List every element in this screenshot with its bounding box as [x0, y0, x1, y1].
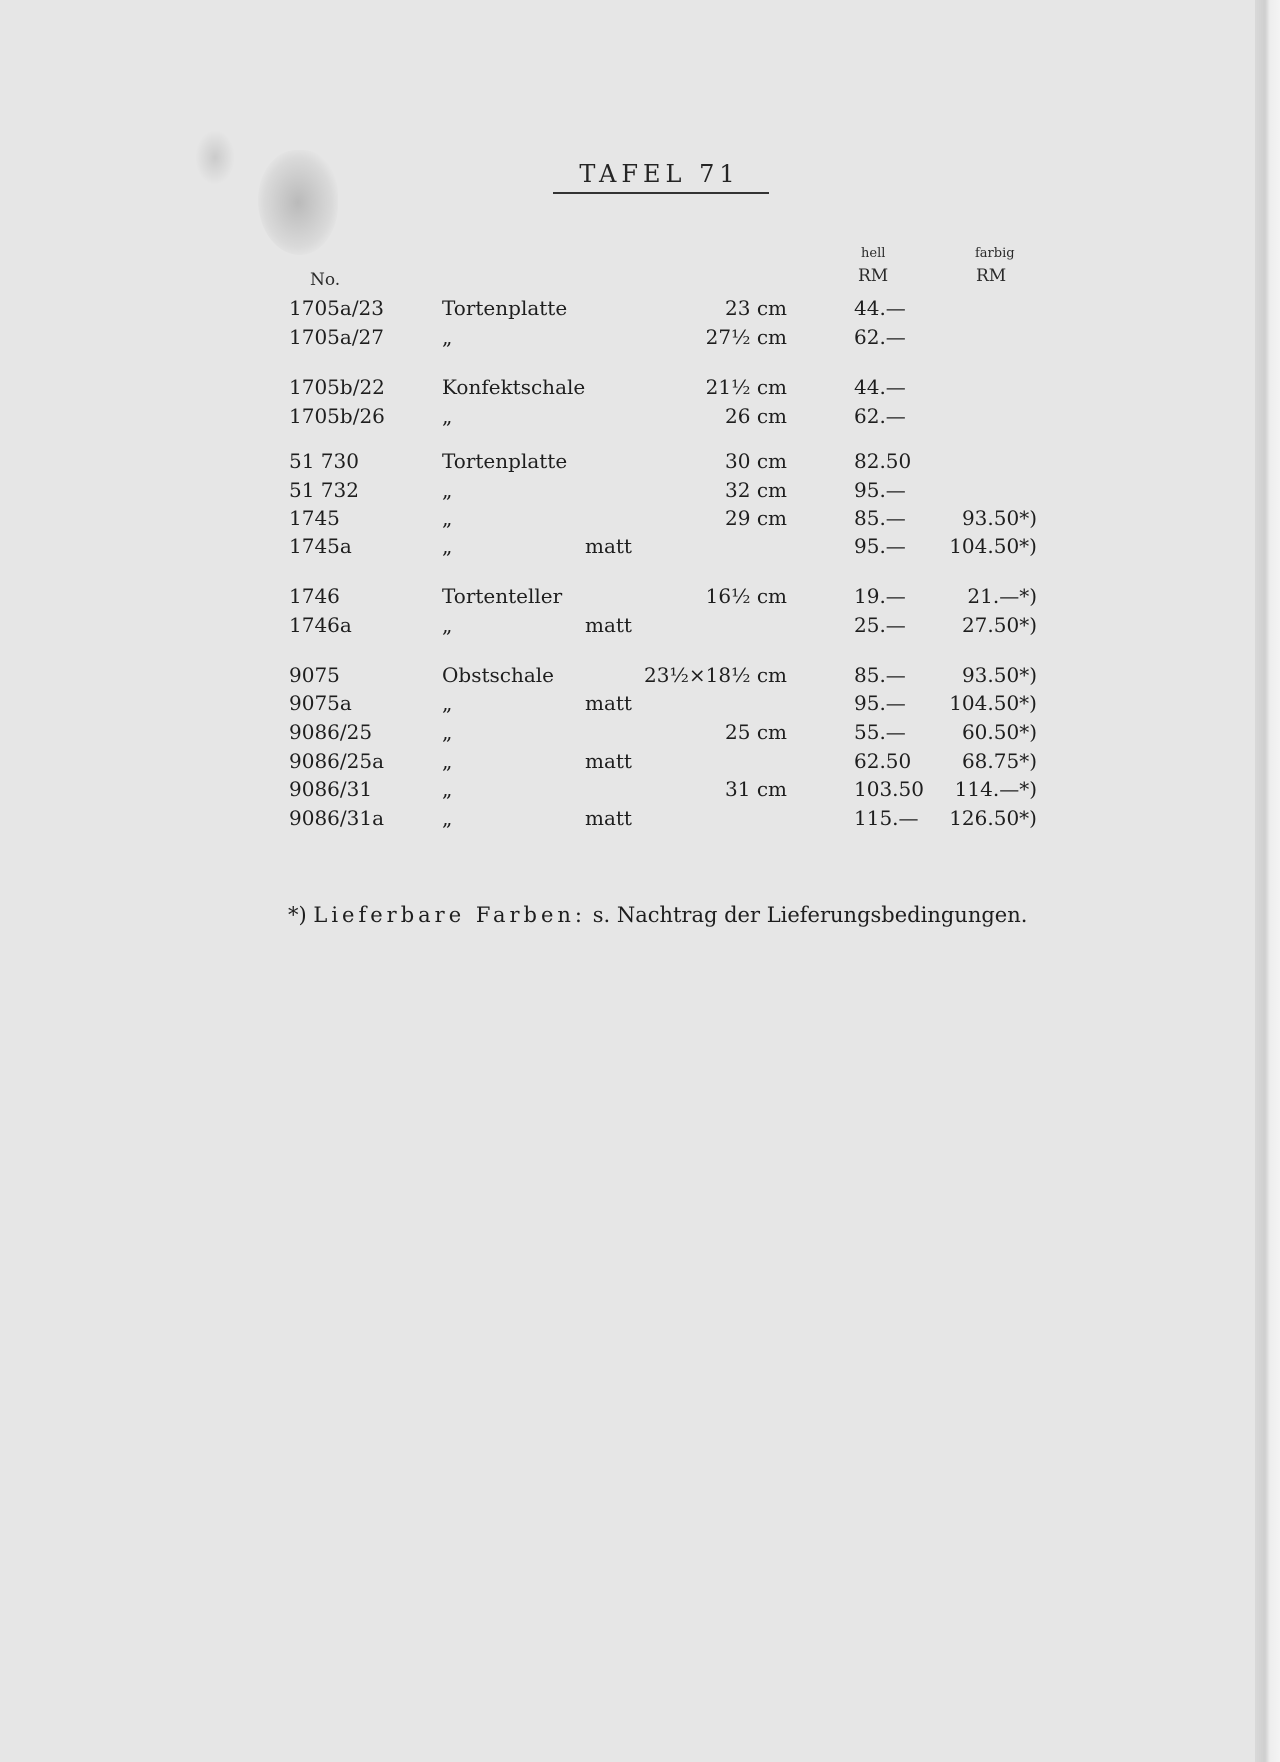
- row-price-farbig: 126.50*): [949, 806, 1037, 830]
- row-price-hell: 62.50: [854, 749, 912, 773]
- row-price-farbig: 93.50*): [961, 663, 1037, 687]
- row-finish: matt: [585, 806, 632, 830]
- footnote-label: Lieferbare Farben:: [313, 903, 586, 927]
- row-name: „: [442, 720, 453, 744]
- row-name: Tortenteller: [442, 584, 563, 608]
- table-row: [0, 325, 1255, 353]
- row-price-farbig: 68.75*): [961, 749, 1037, 773]
- table-row: [0, 404, 1255, 432]
- row-name: „: [442, 404, 453, 428]
- page-title: TAFEL 71: [579, 160, 740, 188]
- row-number: 1746: [289, 584, 340, 608]
- row-number: 1746a: [289, 613, 352, 637]
- row-name: „: [442, 691, 453, 715]
- row-price-hell: 95.—: [854, 534, 906, 558]
- table-row: [0, 613, 1255, 641]
- row-size: 32 cm: [725, 478, 787, 502]
- footnote-text: s. Nachtrag der Lieferungsbedingungen.: [592, 903, 1028, 927]
- row-name: „: [442, 613, 453, 637]
- row-finish: matt: [585, 749, 632, 773]
- row-price-hell: 85.—: [854, 506, 906, 530]
- row-price-hell: 103.50: [854, 777, 924, 801]
- row-name: „: [442, 506, 453, 530]
- footnote: [288, 903, 1027, 927]
- row-number: 1705a/23: [289, 296, 385, 320]
- row-price-hell: 82.50: [854, 449, 912, 473]
- row-price-hell: 19.—: [854, 584, 906, 608]
- table-row: [0, 720, 1255, 748]
- title-underline: [553, 192, 769, 194]
- table-row: [0, 806, 1255, 834]
- footnote-marker: *): [288, 903, 307, 927]
- row-name: „: [442, 806, 453, 830]
- paper-stain: [195, 130, 235, 185]
- table-row: [0, 749, 1255, 777]
- row-price-hell: 115.—: [854, 806, 919, 830]
- page-edge: [1255, 0, 1280, 1762]
- row-size: 26 cm: [725, 404, 787, 428]
- row-name: Konfektschale: [442, 375, 586, 399]
- row-number: 9086/25a: [289, 749, 385, 773]
- row-price-hell: 85.—: [854, 663, 906, 687]
- row-size: 23½×18½ cm: [644, 663, 787, 687]
- row-number: 1705a/27: [289, 325, 385, 349]
- row-number: 1705b/26: [289, 404, 385, 428]
- table-row: [0, 449, 1255, 477]
- table-row: [0, 506, 1255, 534]
- row-price-hell: 95.—: [854, 478, 906, 502]
- header-hell-currency: RM: [858, 266, 889, 286]
- row-name: Tortenplatte: [442, 296, 568, 320]
- row-number: 51 732: [289, 478, 359, 502]
- row-size: 16½ cm: [705, 584, 787, 608]
- row-number: 1705b/22: [289, 375, 385, 399]
- table-row: [0, 478, 1255, 506]
- row-price-hell: 55.—: [854, 720, 906, 744]
- table-row: [0, 584, 1255, 612]
- row-size: 25 cm: [725, 720, 787, 744]
- row-name: „: [442, 749, 453, 773]
- row-name: „: [442, 534, 453, 558]
- row-size: 27½ cm: [705, 325, 787, 349]
- row-number: 1745a: [289, 534, 352, 558]
- row-price-farbig: 93.50*): [961, 506, 1037, 530]
- row-size: 31 cm: [725, 777, 787, 801]
- row-price-farbig: 21.—*): [967, 584, 1037, 608]
- header-farbig: farbig: [975, 246, 1015, 261]
- table-row: [0, 375, 1255, 403]
- row-name: „: [442, 325, 453, 349]
- row-number: 9086/25: [289, 720, 373, 744]
- row-price-farbig: 104.50*): [949, 691, 1037, 715]
- row-price-hell: 62.—: [854, 325, 906, 349]
- row-finish: matt: [585, 613, 632, 637]
- row-price-hell: 25.—: [854, 613, 906, 637]
- row-price-farbig: 104.50*): [949, 534, 1037, 558]
- header-farbig-currency: RM: [976, 266, 1007, 286]
- row-number: 51 730: [289, 449, 359, 473]
- row-number: 9075a: [289, 691, 352, 715]
- table-row: [0, 534, 1255, 562]
- row-price-farbig: 114.—*): [954, 777, 1037, 801]
- row-number: 9086/31: [289, 777, 373, 801]
- row-price-hell: 44.—: [854, 296, 906, 320]
- row-number: 1745: [289, 506, 340, 530]
- row-size: 30 cm: [725, 449, 787, 473]
- row-size: 21½ cm: [705, 375, 787, 399]
- table-row: [0, 777, 1255, 805]
- row-price-hell: 44.—: [854, 375, 906, 399]
- row-size: 23 cm: [725, 296, 787, 320]
- paper-stain: [258, 150, 338, 255]
- row-name: Tortenplatte: [442, 449, 568, 473]
- row-number: 9075: [289, 663, 340, 687]
- row-name: Obstschale: [442, 663, 555, 687]
- header-hell: hell: [861, 246, 886, 261]
- row-price-farbig: 27.50*): [961, 613, 1037, 637]
- row-price-hell: 95.—: [854, 691, 906, 715]
- row-name: „: [442, 478, 453, 502]
- row-name: „: [442, 777, 453, 801]
- table-row: [0, 663, 1255, 691]
- table-row: [0, 691, 1255, 719]
- row-finish: matt: [585, 691, 632, 715]
- row-finish: matt: [585, 534, 632, 558]
- row-number: 9086/31a: [289, 806, 385, 830]
- row-price-hell: 62.—: [854, 404, 906, 428]
- table-row: [0, 296, 1255, 324]
- row-size: 29 cm: [725, 506, 787, 530]
- header-no: No.: [310, 270, 341, 290]
- row-price-farbig: 60.50*): [961, 720, 1037, 744]
